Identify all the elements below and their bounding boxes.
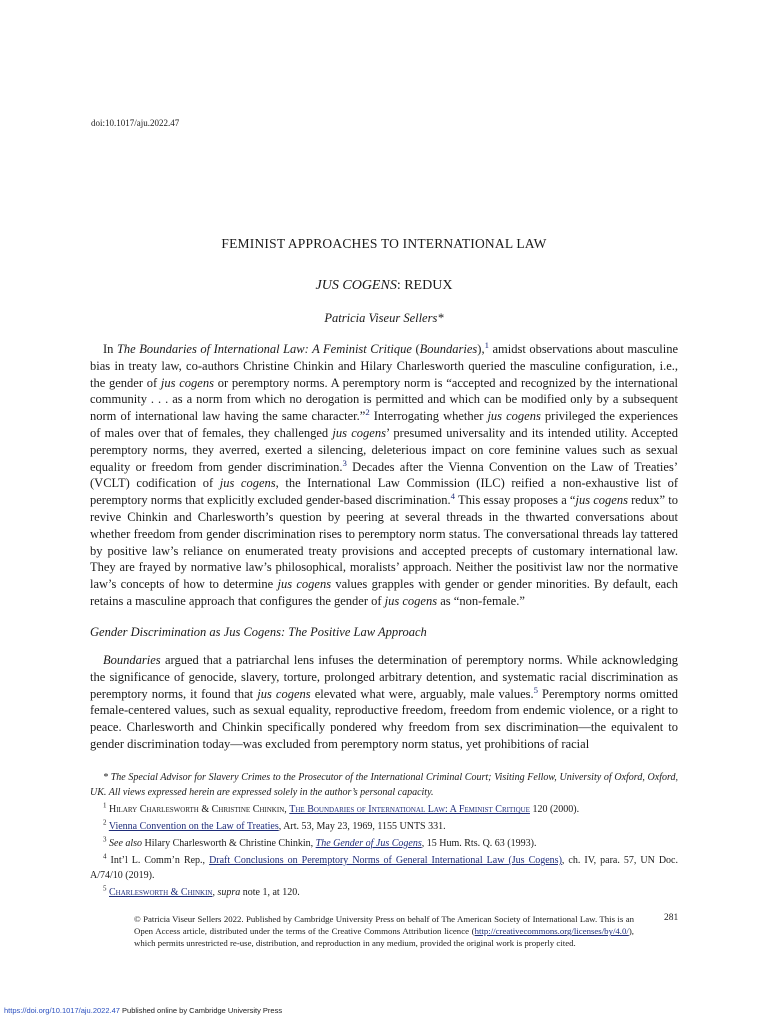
- footnote-3: $^3$ See also Hilary Charlesworth & Christine Chinkin, The Gender of Jus Cogens, 15 Hum. Rts. Q. 63 (1993).: [103, 835, 537, 849]
- paragraph-boundaries: Boundaries argued that a patriarchal lens infuses the determination of peremptory norms. While acknowledging the significance of genocide, slavery, torture, prolonged arbitrary detention, and systematic racial discrimination as peremptory norms, it found that jus cogens elevated what were, arguably, male values.$^5$ Peremptory norms omitted female-centered values, such as sexual equality, reproductive freedom, freedom from endemic violence, or a right to peace. Charlesworth and Chinkin specifically pondered why freedom from sex discrimination—the equivalent to gender discrimination today—was excluded from peremptory norm status, yet prohibitions of racial: [90, 653, 678, 751]
- footer-line: [4, 1006, 282, 1015]
- subheading: Gender Discrimination as Jus Cogens: The Positive Law Approach: [90, 625, 427, 639]
- paragraph-intro: In The Boundaries of International Law: A Feminist Critique (Boundaries),$^1$ amidst observations about masculine bias in treaty law, co-authors Christine Chinkin and Hilary Charlesworth queried the masculine configuration, i.e., the gender of jus cogens or peremptory norms. A peremptory norm is “accepted and recognized by the international community . . . as a norm from which no derogation is permitted and which can be modified only by a subsequent norm of international law having the same character.”$^2$ Interrogating whether jus cogens privileged the experiences of males over that of females, they challenged jus cogens’ presumed universality and its intended utility. Accepted peremptory norms, they averred, exerted a silencing, deleterious impact on core feminine values such as sexual equality or freedom from gender discrimination.$^3$ Decades after the Vienna Convention on the Law of Treaties’ (VCLT) codification of jus cogens, the International Law Commission (ILC) reified a non-exhaustive list of peremptory norms that explicitly excluded gender-based discrimination.$^4$ This essay proposes a “jus cogens redux” to revive Chinkin and Charlesworth’s question by peering at several threads in the thwarted conversations about whether freedom from gender discrimination rises to peremptory norm status. The conversational threads lay tattered by positive law’s reliance on enumerated treaty provisions and accepted precepts of customary international law. They are frayed by normative law’s philosophical, moralists’ approach. Neither the positivist law nor the normative law’s concepts of how to determine jus cogens values grapples with gender or gender minorities. By default, each retains a masculine approach that configures the gender of jus cogens as “non-female.”: [90, 339, 678, 608]
- footer-text: Published online by Cambridge University Press: [119, 1006, 283, 1015]
- license-link[interactable]: http://creativecommons.org/licenses/by/4.0/: [474, 926, 629, 937]
- license-statement: © Patricia Viseur Sellers 2022. Published by Cambridge University Press on behalf of The American Society of International Law. This is an Open Access article, distributed under the terms of the Creative Commons Attribution licence (http://creativecommons.org/licenses/by/4.0/), which permits unrestricted re-use, distribution, and reproduction in any medium, provided the original work is properly cited.: [134, 914, 634, 949]
- footnote-1: $^1$ Hilary Charlesworth & Christine Chinkin, The Boundaries of International Law: A Feminist Critique 120 (2000).: [103, 801, 580, 815]
- author-name: Patricia Viseur Sellers*: [324, 311, 444, 325]
- footnote-3-link[interactable]: The Gender of Jus Cogens: [315, 838, 422, 849]
- section-title: FEMINIST APPROACHES TO INTERNATIONAL LAW: [221, 236, 547, 251]
- doi-header: doi:10.1017/aju.2022.47: [91, 118, 180, 128]
- footnote-4-link[interactable]: Draft Conclusions on Peremptory Norms of General International Law (Jus Cogens): [209, 855, 562, 866]
- footnote-star: * The Special Advisor for Slavery Crimes to the Prosecutor of the International Criminal Court; Visiting Fellow, University of Oxford, Oxford, UK. All views expressed herein are expressed solely in the author’s personal capacity.: [90, 772, 678, 798]
- article-title-italic: JUS COGENS: [315, 278, 397, 293]
- article-title: [0, 278, 768, 294]
- footnotes: [90, 770, 678, 900]
- footnote-2: $^2$ Vienna Convention on the Law of Treaties, Art. 53, May 23, 1969, 1155 UNTS 331.: [103, 818, 446, 832]
- footnote-5-link[interactable]: Charlesworth & Chinkin: [109, 887, 213, 898]
- page-number: 281: [664, 913, 679, 923]
- footnote-1-link[interactable]: The Boundaries of International Law: A Feminist Critique: [289, 804, 530, 815]
- article-title-rest: : REDUX: [396, 278, 453, 293]
- footnote-2-link[interactable]: Vienna Convention on the Law of Treaties: [108, 821, 279, 832]
- footnote-4: $^4$ Int’l L. Comm’n Rep., Draft Conclusions on Peremptory Norms of General International Law (Jus Cogens), ch. IV, para. 57, UN Doc. A/74/10 (2019).: [90, 852, 678, 881]
- footnote-5: $^5$ Charlesworth & Chinkin, supra note 1, at 120.: [103, 884, 300, 898]
- footer-doi-link[interactable]: https://doi.org/10.1017/aju.2022.47: [4, 1006, 120, 1015]
